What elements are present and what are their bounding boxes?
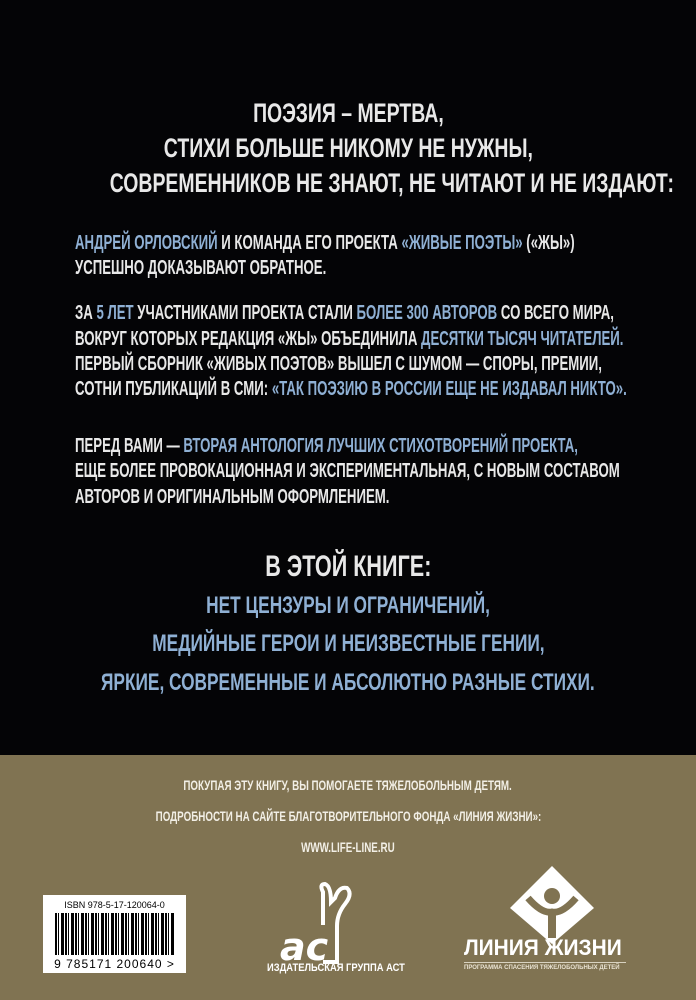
in-book-item: НЕТ ЦЕНЗУРЫ И ОГРАНИЧЕНИЙ, xyxy=(206,592,490,619)
paragraph-line xyxy=(75,328,696,351)
isbn-text: ISBN 978-5-17-120064-0 xyxy=(64,900,165,910)
text: УСПЕШНО ДОКАЗЫВАЮТ ОБРАТНОЕ. xyxy=(75,257,327,279)
ast-logo-icon xyxy=(275,880,385,970)
text: («ЖЫ») xyxy=(522,232,575,254)
highlighted-text: ДЕСЯТКИ ТЫСЯЧ ЧИТАТЕЛЕЙ. xyxy=(421,328,624,350)
paragraph-line xyxy=(75,232,696,255)
text: СОТНИ ПУБЛИКАЦИЙ В СМИ: xyxy=(75,378,272,400)
paragraph-line xyxy=(75,460,696,483)
headline-line: СТИХИ БОЛЬШЕ НИКОМУ НЕ НУЖНЫ, xyxy=(163,133,533,163)
headline-line: СОВРЕМЕННИКОВ НЕ ЗНАЮТ, НЕ ЧИТАЮТ И НЕ ИЗДАЮТ: xyxy=(109,168,675,198)
text: ЕЩЕ БОЛЕЕ ПРОВОКАЦИОННАЯ И ЭКСПЕРИМЕНТАЛЬНАЯ, С НОВЫМ СОСТАВОМ xyxy=(75,460,620,482)
highlighted-text: ВТОРАЯ АНТОЛОГИЯ ЛУЧШИХ СТИХОТВОРЕНИЙ ПРОЕКТА, xyxy=(183,435,578,457)
text: ЗА xyxy=(75,302,97,324)
paragraph-line xyxy=(75,486,551,509)
text: ПЕРВЫЙ СБОРНИК «ЖИВЫХ ПОЭТОВ» ВЫШЕЛ С ШУМОМ — СПОРЫ, ПРЕМИИ, xyxy=(75,353,602,375)
paragraph-line xyxy=(75,302,696,325)
charity-url: WWW.LIFE-LINE.RU xyxy=(301,839,395,855)
text: ВОКРУГ КОТОРЫХ РЕДАКЦИЯ «ЖЫ» ОБЪЕДИНИЛА xyxy=(75,328,422,350)
svg-text:ac: ac xyxy=(280,925,329,969)
charity-text: ПОКУПАЯ ЭТУ КНИГУ, ВЫ ПОМОГАЕТЕ ТЯЖЕЛОБОЛЬНЫМ ДЕТЯМ. xyxy=(183,777,513,793)
in-book-item: МЕДИЙНЫЕ ГЕРОИ И НЕИЗВЕСТНЫЕ ГЕНИИ, xyxy=(151,630,545,657)
barcode-number: 9 785171 200640 > xyxy=(54,957,175,971)
text: СО ВСЕГО МИРА, xyxy=(497,302,614,324)
in-book-item: ЯРКИЕ, СОВРЕМЕННЫЕ И АБСОЛЮТНО РАЗНЫЕ СТИХИ. xyxy=(101,669,595,696)
paragraph-line xyxy=(75,378,696,401)
charity-text: ПОДРОБНОСТИ НА САЙТЕ БЛАГОТВОРИТЕЛЬНОГО ФОНДА «ЛИНИЯ ЖИЗНИ»: xyxy=(155,808,541,824)
paragraph-line xyxy=(75,353,696,376)
highlighted-text: БОЛЕЕ 300 АВТОРОВ xyxy=(356,302,498,324)
barcode-bars xyxy=(55,913,175,955)
paragraph-line xyxy=(75,435,696,458)
isbn-barcode xyxy=(43,895,186,973)
paragraph-line xyxy=(75,257,456,280)
text: УЧАСТНИКАМИ ПРОЕКТА СТАЛИ xyxy=(133,302,357,324)
highlighted-text: 5 ЛЕТ xyxy=(96,302,134,324)
text: И КОМАНДА ЕГО ПРОЕКТА xyxy=(217,232,402,254)
divider xyxy=(464,962,626,963)
fund-tagline: ПРОГРАММА СПАСЕНИЯ ТЯЖЕЛОБОЛЬНЫХ ДЕТЕЙ xyxy=(464,965,620,971)
text: ПЕРЕД ВАМИ — xyxy=(75,435,184,457)
text: АВТОРОВ И ОРИГИНАЛЬНЫМ ОФОРМЛЕНИЕМ. xyxy=(75,486,390,508)
headline-line: ПОЭЗИЯ – МЕРТВА, xyxy=(252,98,444,128)
highlighted-text: «ТАК ПОЭЗИЮ В РОССИИ ЕЩЕ НЕ ИЗДАВАЛ НИКТО». xyxy=(271,378,627,400)
publisher-caption: ИЗДАТЕЛЬСКАЯ ГРУППА АСТ xyxy=(267,962,405,974)
life-line-logo-icon xyxy=(502,864,602,944)
highlighted-text: АНДРЕЙ ОРЛОВСКИЙ xyxy=(75,232,218,254)
fund-name: ЛИНИЯ ЖИЗНИ xyxy=(464,935,622,960)
in-book-title: В ЭТОЙ КНИГЕ: xyxy=(264,550,432,583)
highlighted-text: «ЖИВЫЕ ПОЭТЫ» xyxy=(401,232,523,254)
